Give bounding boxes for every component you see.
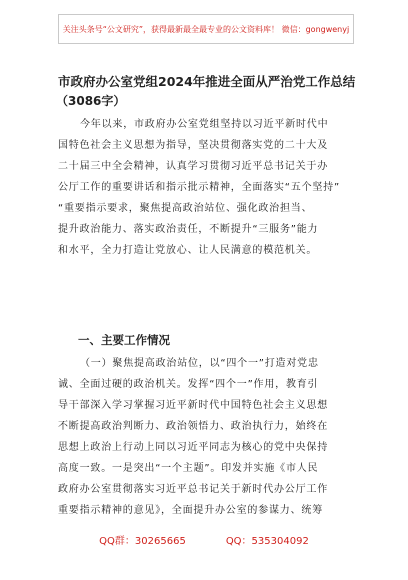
text-line: 导干部深入学习掌握习近平新时代中国特色社会主义思想	[58, 400, 328, 411]
promo-banner	[58, 14, 354, 44]
text-line: 二十届三中全会精神，认真学习贯彻习近平总书记关于办	[58, 161, 328, 172]
text-line: “重要指示要求，聚焦提高政治站位、强化政治担当、	[58, 203, 313, 214]
section-heading: 一、主要工作情况	[78, 333, 170, 347]
qq-group: QQ群：30265665	[99, 536, 186, 547]
document-title: 市政府办公室党组2024年推进全面从严治党工作总结	[58, 74, 356, 89]
text-line: 公厅工作的重要讲话和指示批示精神，全面落实“五个坚持”	[58, 182, 340, 193]
text-line: 思想上政治上行动上同以习近平同志为核心的党中央保持	[58, 442, 328, 453]
text-line: 今年以来，市政府办公室党组坚持以习近平新时代中	[80, 119, 329, 130]
text-line: 高度一致。一是突出“一个主题”。印发并实施《市人民	[58, 463, 319, 474]
body-paragraph	[58, 353, 352, 521]
text-line: 诚、全面过硬的政治机关。发挥“四个一”作用，教育引	[58, 379, 319, 390]
text-line: （一）聚焦提高政治站位，以“四个一”打造对党忠	[80, 358, 319, 369]
text-line: 提升政治能力、落实政治责任，不断提升“三服务”能力	[58, 224, 319, 235]
qq-number: QQ：535304092	[225, 536, 309, 547]
intro-paragraph	[58, 114, 352, 261]
text-line: 政府办公室贯彻落实习近平总书记关于新时代办公厅工作	[58, 484, 328, 495]
promo-banner-text: 关注头条号“公文研究”，获得最新最全最专业的公文资料库！ 微信：gongwenyj	[62, 24, 350, 34]
text-line: 和水平，全力打造让党放心、让人民满意的模范机关。	[58, 245, 318, 256]
text-line: 不断提高政治判断力、政治领悟力、政治执行力，始终在	[58, 421, 328, 432]
word-count: （3086字）	[56, 94, 126, 108]
contact-footer	[0, 532, 408, 552]
text-line: 重要指示精神的意见》，全面提升办公室的参谋力、统筹	[58, 505, 323, 516]
text-line: 国特色社会主义思想为指导，坚决贯彻落实党的二十大及	[58, 140, 328, 151]
